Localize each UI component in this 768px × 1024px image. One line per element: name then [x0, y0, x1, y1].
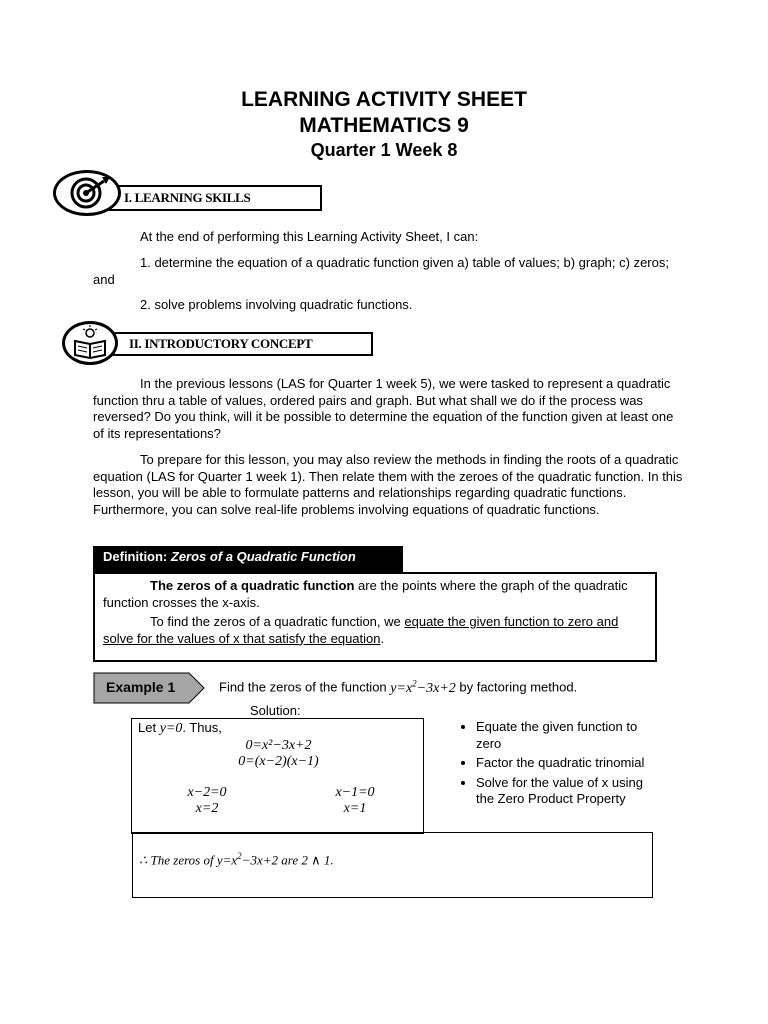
factor-right-eq: x−1=0	[335, 785, 375, 800]
let-line	[138, 720, 222, 738]
intro-paragraph-2: To prepare for this lesson, you may also review the methods in finding the roots of a quadratic equation (LAS for Quarter 1 week 1). Then relate them with the zeroes of the quadratic function. In this lesson, you will be able to formulate patterns and relationships regarding quadratic functions. Furthermore, you can solve real-life problems involving equations of quadratic functions.	[93, 452, 683, 517]
example-prompt	[219, 675, 679, 697]
definition-period: .	[380, 630, 385, 646]
intro-concept-heading-text: II. INTRODUCTORY CONCEPT	[129, 336, 313, 351]
solution-label: Solution:	[250, 703, 301, 718]
definition-label: Definition:	[103, 549, 168, 564]
quarter-week: Quarter 1 Week 8	[310, 140, 458, 160]
equation-1: 0=x²−3x+2	[245, 738, 312, 753]
definition-method: To find the zeros of a quadratic function, we	[150, 614, 405, 629]
definition-text-2	[103, 614, 643, 647]
skill-item-1: 1. determine the equation of a quadratic function given a) table of values; b) graph; c) zeros; and	[93, 255, 669, 287]
step-1: • Equate the given function to zero	[476, 719, 654, 752]
let-text: Let	[138, 720, 160, 735]
factor-left-sol: x=2	[195, 801, 219, 816]
conclusion-a: ∴ The zeros of	[139, 852, 217, 868]
learning-skills-heading	[108, 185, 322, 211]
solution-box	[131, 718, 424, 834]
let-math: y=0	[159, 721, 183, 736]
example-function: $y=x^2-3x+2$	[390, 678, 456, 696]
definition-title: Zeros of a Quadratic Function	[170, 549, 356, 564]
definition-box	[93, 572, 657, 662]
intro-paragraph-1: In the previous lessons (LAS for Quarter 1 week 5), we were tasked to represent a quadratic function thru a table of values, ordered pairs and graph. But what shall we do if the process was reversed? Do you think, will it be possible to determine the equation of the function given at least one of its representations?	[93, 376, 674, 441]
learning-skills-heading-text: I. LEARNING SKILLS	[124, 190, 251, 205]
skill-item-2: 2. solve problems involving quadratic functions.	[140, 297, 413, 312]
subject-title: MATHEMATICS 9	[299, 114, 469, 137]
step-3: • Solve for the value of x using the Zero Product Property	[476, 775, 654, 808]
example-prompt-after: by factoring method.	[455, 679, 578, 695]
steps-list	[454, 719, 654, 811]
definition-rest: are the points where the graph of the quadratic function crosses the x-axis.	[103, 578, 628, 610]
conclusion-box	[132, 832, 653, 898]
sheet-title: LEARNING ACTIVITY SHEET	[241, 88, 527, 111]
example-1-label: Example 1	[106, 679, 176, 695]
definition-method-underlined: equate the given function to zero and solve for the values of x that satisfy the equation	[103, 614, 619, 646]
target-icon	[53, 170, 121, 216]
book-lightbulb-icon	[62, 321, 118, 365]
definition-label-bar	[93, 546, 403, 572]
intro-concept-heading	[113, 332, 373, 356]
example-1-tab	[93, 672, 205, 704]
equation-2: 0=(x−2)(x−1)	[238, 754, 319, 769]
definition-term: The zeros of a quadratic function	[150, 578, 355, 593]
definition-text-1	[103, 578, 633, 611]
let-end: . Thus,	[182, 720, 222, 735]
factor-right-sol: x=1	[343, 801, 367, 816]
conclusion-text: ∴ The zeros of $y=x^2-3x+2$ are 2 ∧ 1.	[139, 851, 334, 868]
example-prompt-before: Find the zeros of the function	[219, 679, 391, 695]
factor-left-eq: x−2=0	[187, 785, 227, 800]
conclusion-b: are 2 ∧ 1.	[278, 852, 334, 868]
step-2: • Factor the quadratic trinomial	[476, 755, 654, 772]
skills-intro: At the end of performing this Learning Activity Sheet, I can:	[140, 229, 479, 244]
